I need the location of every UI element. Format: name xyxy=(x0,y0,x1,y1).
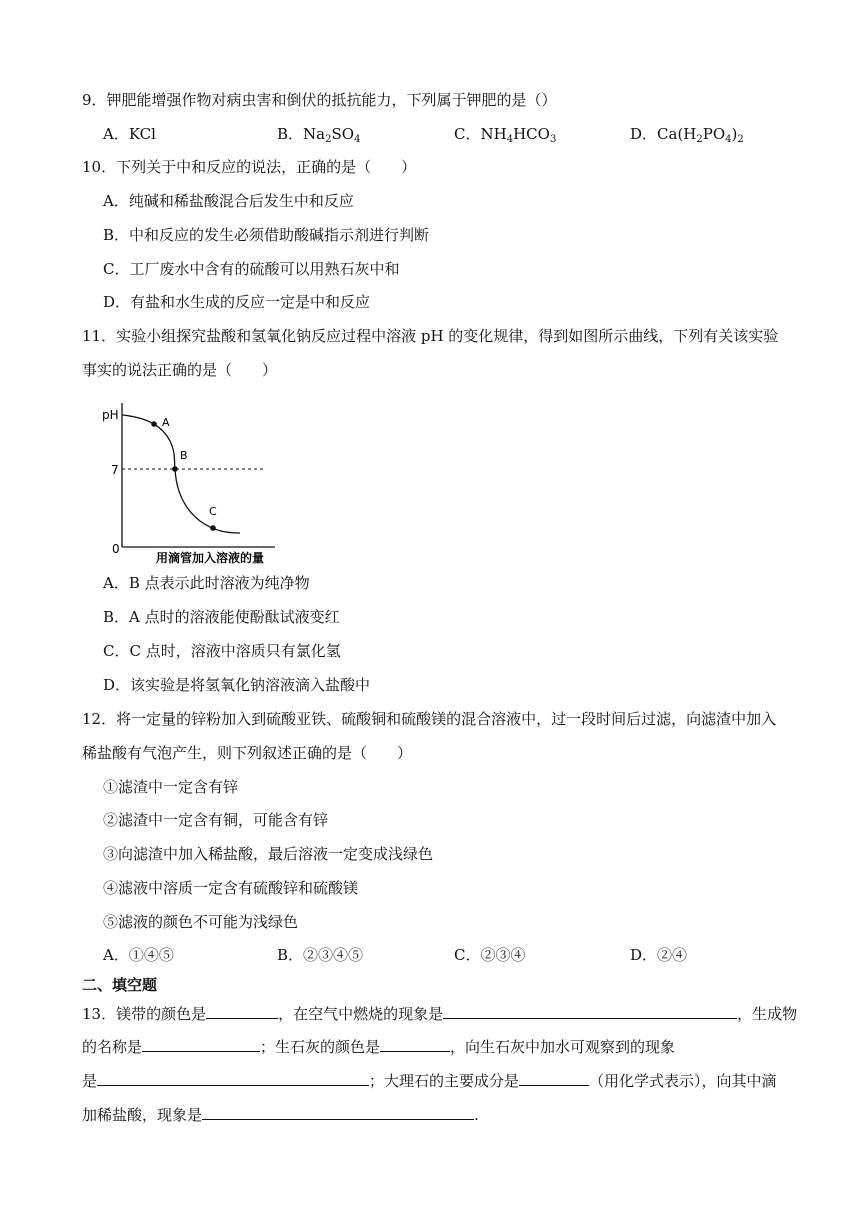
ph-curve xyxy=(122,415,240,533)
q11-stem-line1: 11．实验小组探究盐酸和氢氧化钠反应过程中溶液 pH 的变化规律，得到如图所示曲线，下列有关该实验 xyxy=(82,327,779,345)
q12-statement-1: ①滤渣中一定含有锌 xyxy=(103,778,239,796)
q12-statement-2: ②滤渣中一定含有铜，可能含有锌 xyxy=(103,811,329,829)
q13-line3: 是 ；大理石的主要成分是 （用化学式表示），向其中滴 xyxy=(82,1072,777,1090)
blank-quicklime-color[interactable] xyxy=(380,1036,450,1052)
point-a xyxy=(151,421,157,427)
y-axis-label: pH xyxy=(102,408,119,422)
q11-option-b: B．A 点时的溶液能使酚酞试液变红 xyxy=(103,608,340,626)
q9-option-c: C．$NH_4HCO_3$ xyxy=(454,125,557,145)
q9-option-d: D．$Ca(H_2PO_4)_2$ xyxy=(630,125,744,145)
q13-line4: 加稀盐酸，现象是 . xyxy=(82,1106,479,1124)
q10-option-b: B．中和反应的发生必须借助酸碱指示剂进行判断 xyxy=(103,226,430,244)
q12-stem-line2: 稀盐酸有气泡产生，则下列叙述正确的是（ ） xyxy=(82,744,413,762)
q12-option-a: A．①④⑤ xyxy=(103,946,174,964)
q11-option-c: C．C 点时，溶液中溶质只有氯化氢 xyxy=(103,642,341,660)
ph-curve-chart xyxy=(100,395,285,567)
y-tick-7: 7 xyxy=(111,463,119,477)
point-b-label: B xyxy=(180,449,188,462)
q12-option-b: B．②③④⑤ xyxy=(277,946,364,964)
blank-burning-phenomenon[interactable] xyxy=(443,1003,737,1019)
blank-product-name[interactable] xyxy=(142,1036,260,1052)
q11-stem-line2: 事实的说法正确的是（ ） xyxy=(82,361,278,379)
q11-option-a: A．B 点表示此时溶液为纯净物 xyxy=(103,574,310,592)
q12-stem-line1: 12．将一定量的锌粉加入到硫酸亚铁、硫酸铜和硫酸镁的混合溶液中，过一段时间后过滤，向滤渣中加入 xyxy=(82,710,777,728)
q12-option-d: D．②④ xyxy=(630,946,688,964)
q11-option-d: D．该实验是将氢氧化钠溶液滴入盐酸中 xyxy=(103,676,371,694)
q10-option-c: C．工厂废水中含有的硫酸可以用熟石灰中和 xyxy=(103,260,400,278)
blank-mg-color[interactable] xyxy=(206,1003,278,1019)
x-axis-label: 用滴管加入溶液的量 xyxy=(156,551,265,565)
q10-stem: 10．下列关于中和反应的说法，正确的是（ ） xyxy=(82,158,417,176)
q10-option-d: D．有盐和水生成的反应一定是中和反应 xyxy=(103,293,371,311)
q12-statement-5: ⑤滤液的颜色不可能为浅绿色 xyxy=(103,913,299,931)
q13-line1: 13．镁带的颜色是 ，在空气中燃烧的现象是 ，生成物 xyxy=(82,1005,798,1023)
q9-option-a: A．KCl xyxy=(103,125,156,143)
section-heading: 二、填空题 xyxy=(82,976,158,994)
blank-water-phenomenon[interactable] xyxy=(97,1070,369,1086)
q12-statement-3: ③向滤渣中加入稀盐酸，最后溶液一定变成浅绿色 xyxy=(103,845,434,863)
origin-label: 0 xyxy=(112,542,120,556)
blank-marble-formula[interactable] xyxy=(519,1070,589,1086)
point-b xyxy=(172,466,178,472)
q9-stem: 9．钾肥能增强作物对病虫害和倒伏的抵抗能力，下列属于钾肥的是（） xyxy=(82,91,557,109)
point-c xyxy=(210,525,216,531)
q9-option-b: B．$Na_2SO_4$ xyxy=(277,125,361,145)
point-a-label: A xyxy=(162,416,170,429)
blank-acid-phenomenon[interactable] xyxy=(202,1104,474,1120)
point-c-label: C xyxy=(209,505,217,518)
q10-option-a: A．纯碱和稀盐酸混合后发生中和反应 xyxy=(103,192,354,210)
q12-statement-4: ④滤液中溶质一定含有硫酸锌和硫酸镁 xyxy=(103,879,359,897)
q12-option-c: C．②③④ xyxy=(454,946,526,964)
q13-line2: 的名称是 ；生石灰的颜色是 ，向生石灰中加水可观察到的现象 xyxy=(82,1038,676,1056)
